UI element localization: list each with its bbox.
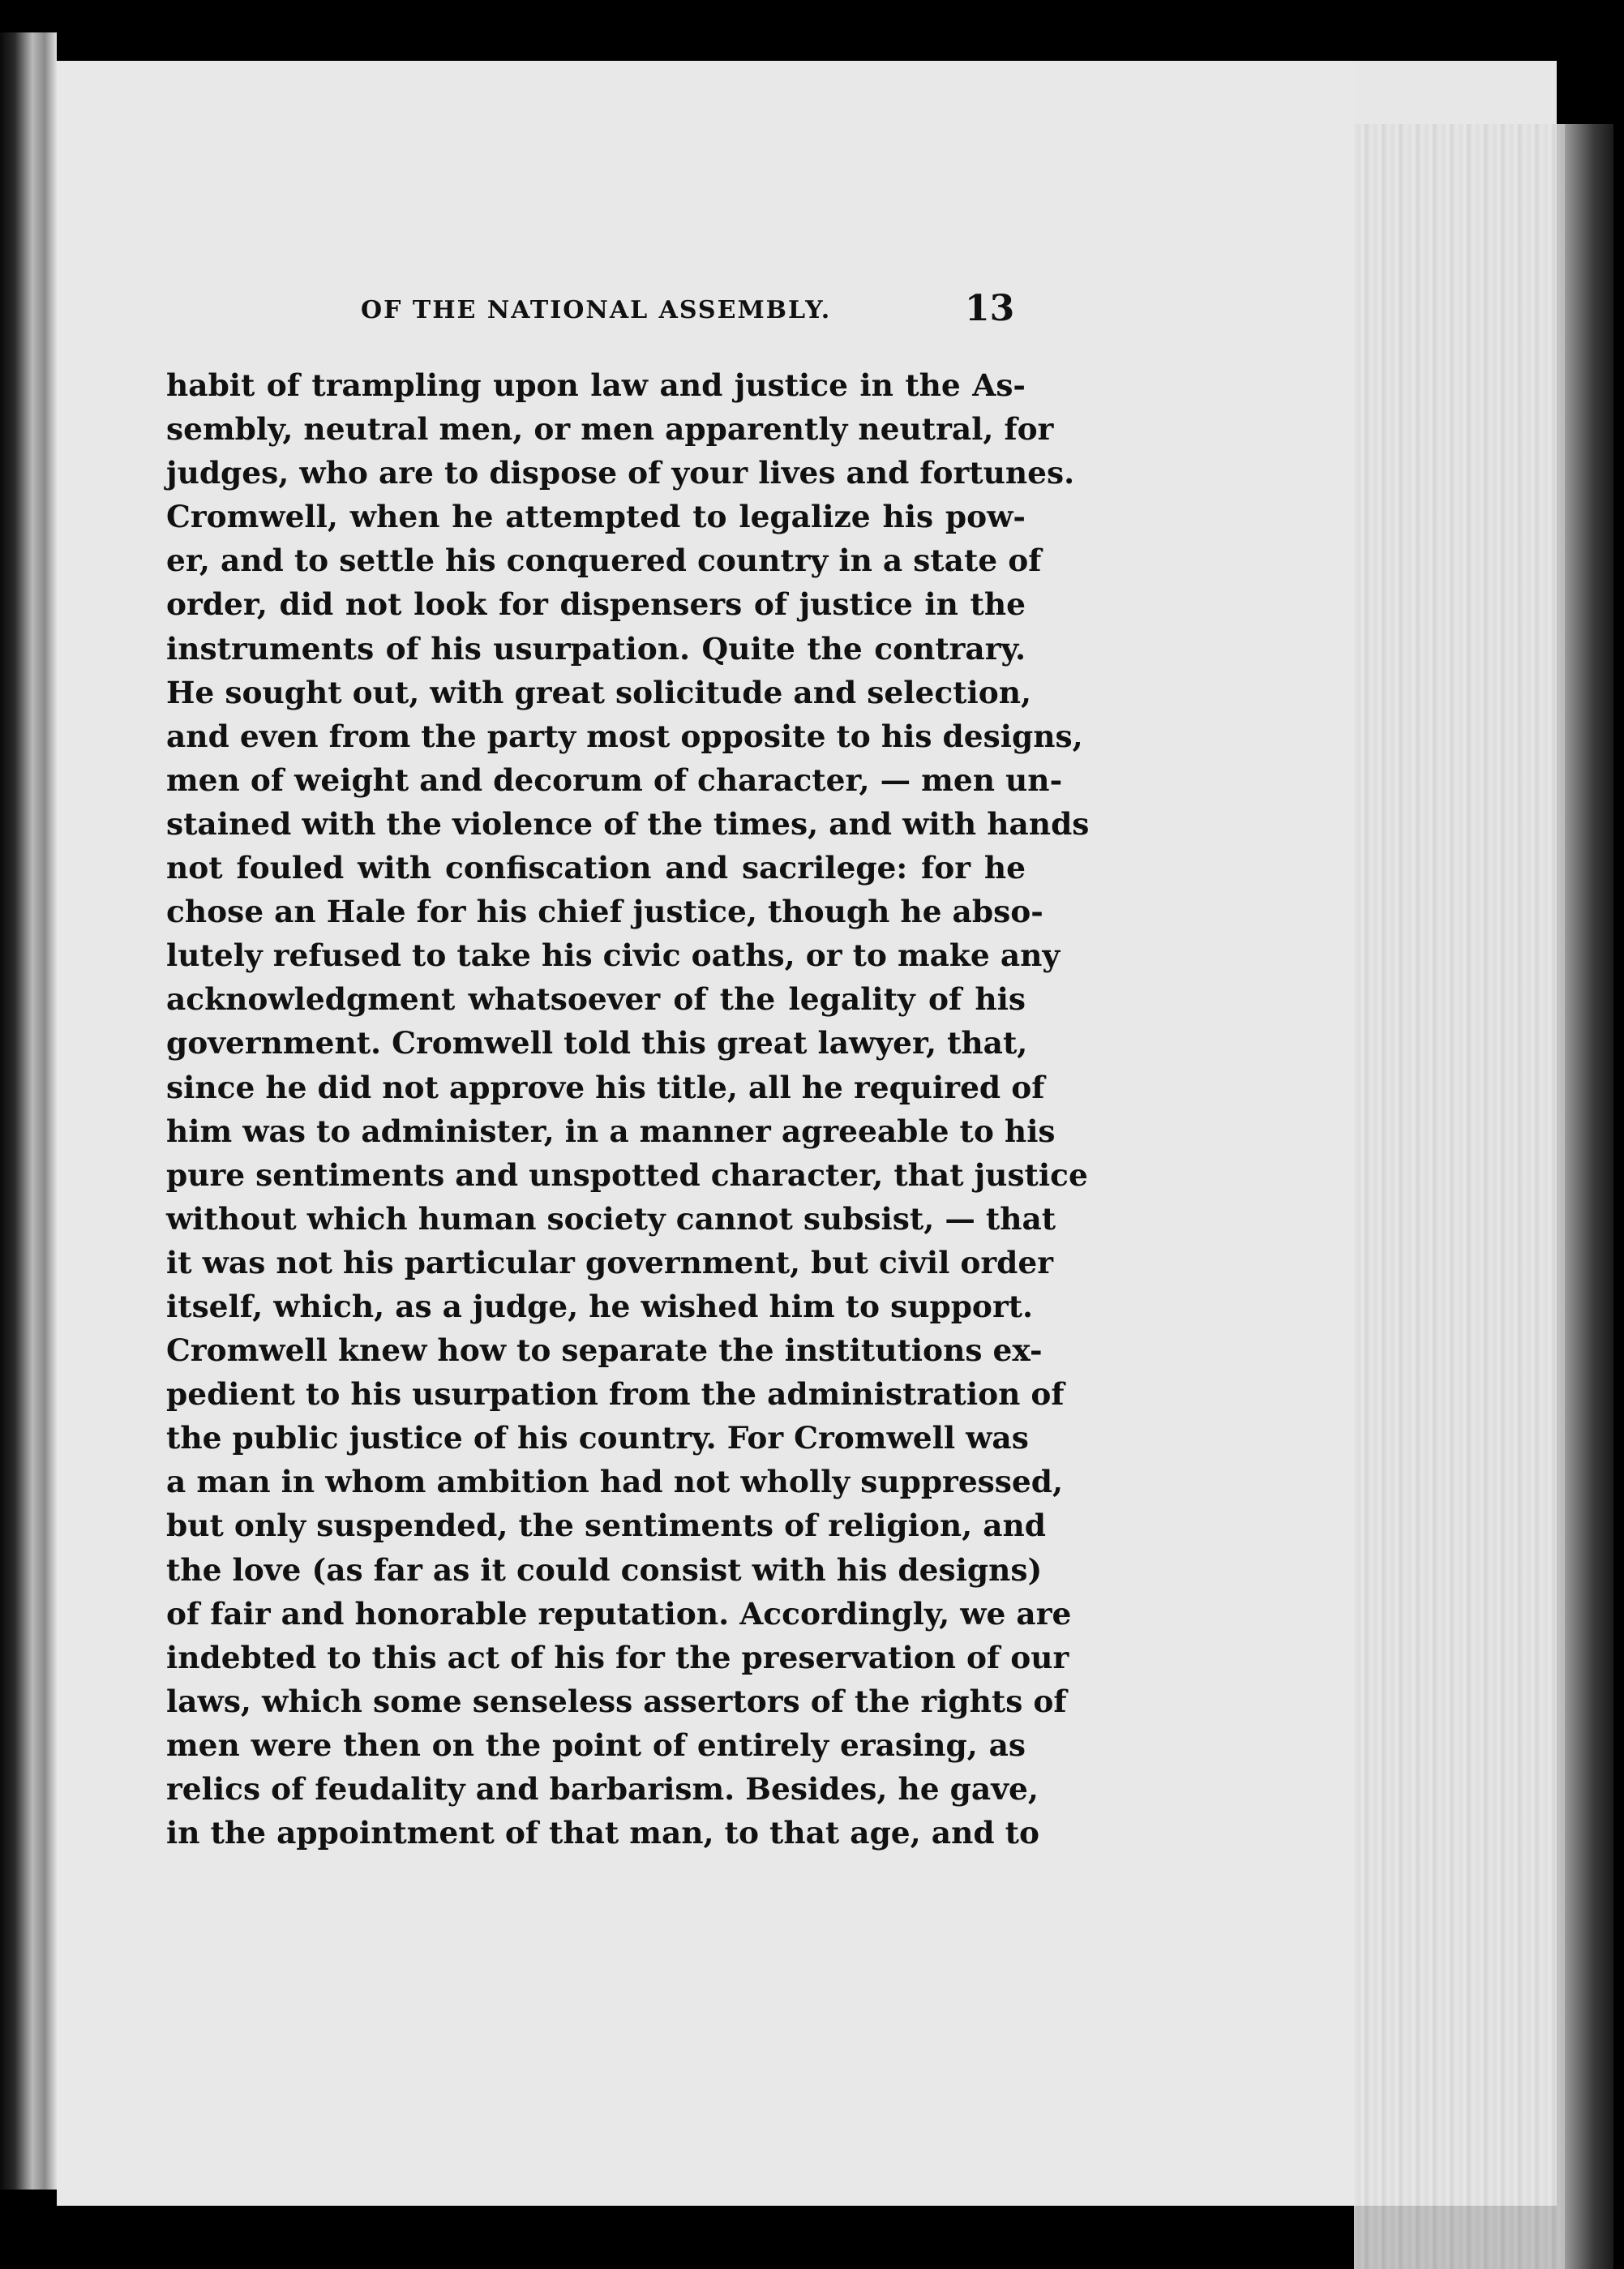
text-line: pedient to his usurpation from the administration of <box>166 1376 1065 1413</box>
text-line: but only suspended, the sentiments of religion, and <box>166 1508 1047 1544</box>
text-line: instruments of his usurpation. Quite the contrary. <box>166 630 1026 667</box>
text-line: judges, who are to dispose of your lives and fortunes. <box>166 455 1075 491</box>
text-line: the love (as far as it could consist with his designs) <box>166 1551 1043 1588</box>
page-gutter <box>0 32 57 2190</box>
text-line: it was not his particular government, but civil order <box>166 1244 1054 1280</box>
page-header <box>361 288 1015 337</box>
running-head: OF THE NATIONAL ASSEMBLY. <box>361 296 832 324</box>
text-line: not fouled with confiscation and sacrilege: for he <box>166 850 1026 886</box>
text-line: indebted to this act of his for the preservation of our <box>166 1639 1069 1675</box>
text-line: sembly, neutral men, or men apparently neutral, for <box>166 411 1054 448</box>
text-line: government. Cromwell told this great lawyer, that, <box>166 1025 1028 1062</box>
text-line: lutely refused to take his civic oaths, or to make any <box>166 937 1061 974</box>
text-line: in the appointment of that man, to that age, and to <box>166 1815 1039 1851</box>
text-line: men of weight and decorum of character, — men un- <box>166 761 1063 798</box>
text-line: habit of trampling upon law and justice in the As- <box>166 367 1026 403</box>
text-line: Cromwell knew how to separate the institutions ex- <box>166 1332 1043 1369</box>
text-line: acknowledgment whatsoever of the legality of his <box>166 981 1026 1018</box>
text-line: of fair and honorable reputation. Accordingly, we are <box>166 1595 1072 1632</box>
text-line: laws, which some senseless assertors of the rights of <box>166 1683 1067 1719</box>
text-line: He sought out, with great solicitude and selection, <box>166 674 1032 710</box>
book-edge-shadow <box>1565 124 1613 2269</box>
text-line: order, did not look for dispensers of justice in the <box>166 586 1026 623</box>
body-text <box>166 363 1090 1855</box>
text-line: er, and to settle his conquered country in a state of <box>166 543 1042 579</box>
text-line: pure sentiments and unspotted character, that justice <box>166 1156 1088 1193</box>
text-line: itself, which, as a judge, he wished him to support. <box>166 1288 1034 1324</box>
text-line: without which human society cannot subsist, — that <box>166 1200 1056 1237</box>
text-line: him was to administer, in a manner agreeable to his <box>166 1113 1056 1149</box>
page-number: 13 <box>965 288 1015 329</box>
text-line: since he did not approve his title, all he required of <box>166 1069 1045 1105</box>
text-line: a man in whom ambition had not wholly suppressed, <box>166 1464 1064 1500</box>
text-line: stained with the violence of the times, and with hands <box>166 805 1090 842</box>
text-line: chose an Hale for his chief justice, though he abso- <box>166 894 1043 930</box>
text-line: the public justice of his country. For Cromwell was <box>166 1420 1029 1456</box>
text-line: Cromwell, when he attempted to legalize his pow- <box>166 499 1026 535</box>
text-line: relics of feudality and barbarism. Besides, he gave, <box>166 1771 1039 1807</box>
text-line: and even from the party most opposite to his designs, <box>166 718 1083 754</box>
text-line: men were then on the point of entirely erasing, as <box>166 1726 1026 1763</box>
